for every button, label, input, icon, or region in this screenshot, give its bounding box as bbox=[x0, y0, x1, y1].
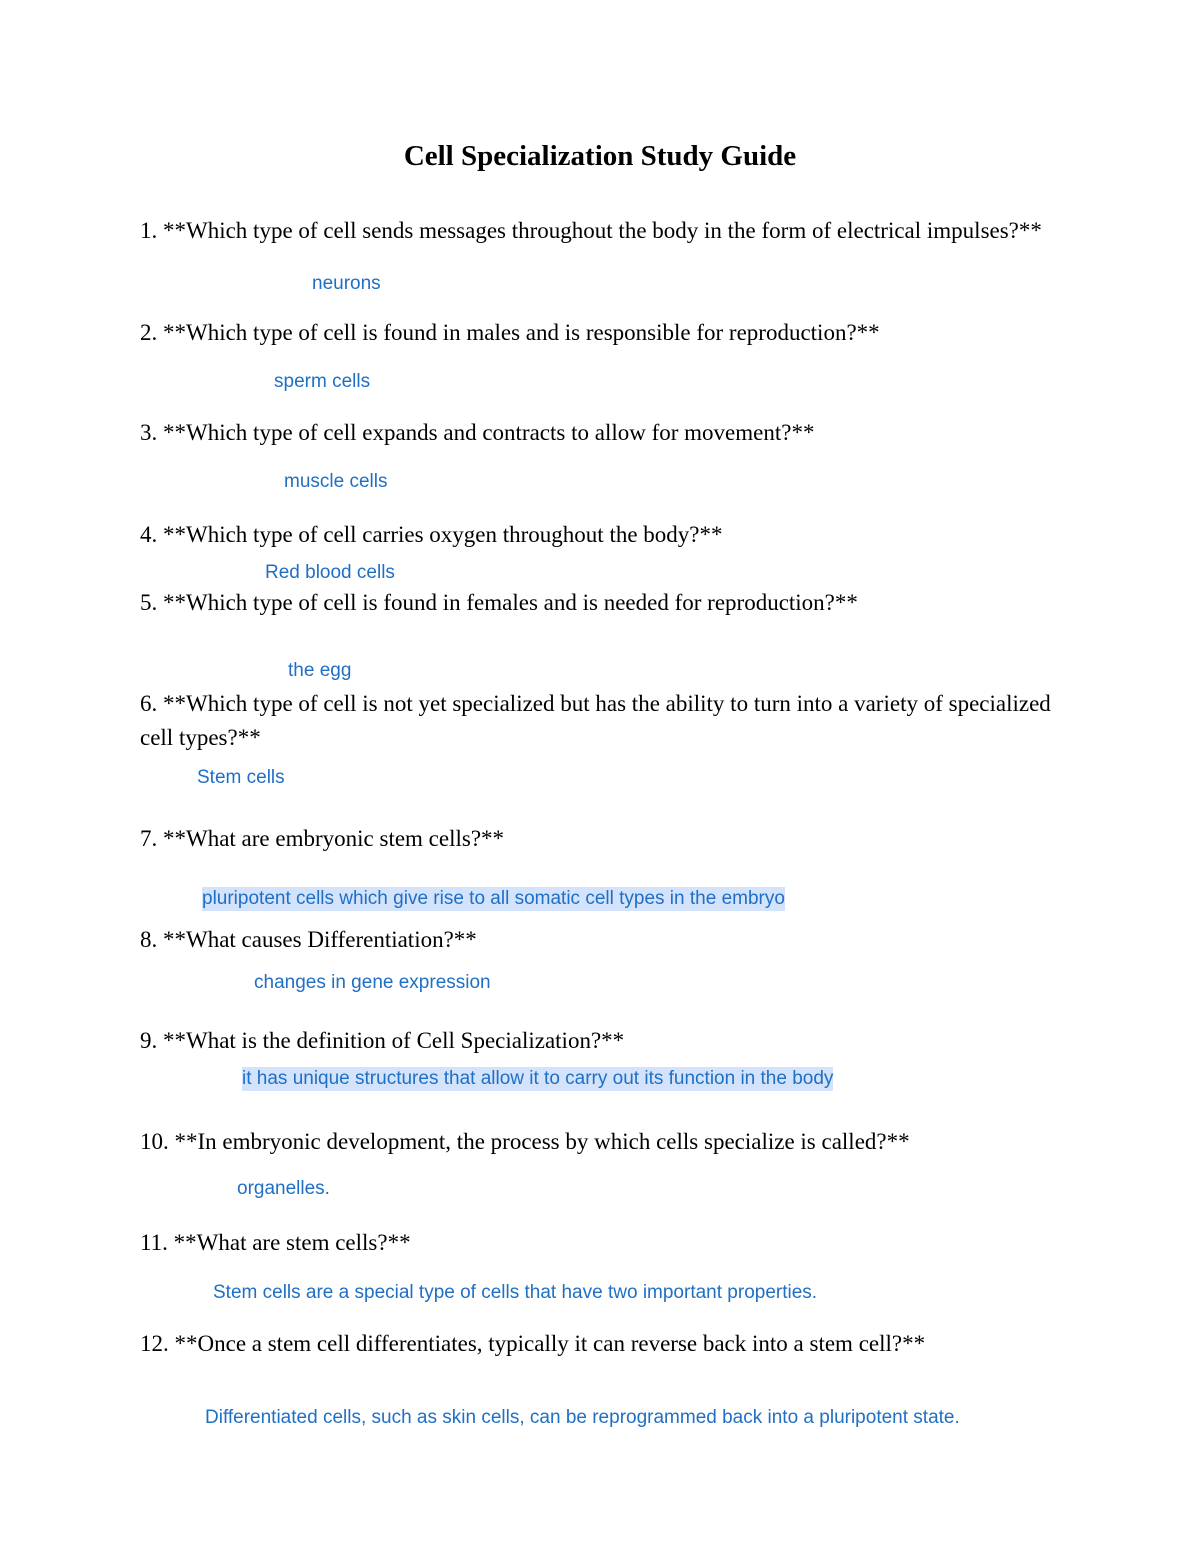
answer-10: organelles. bbox=[237, 1178, 330, 1199]
question-11: 11. **What are stem cells?** bbox=[140, 1230, 411, 1255]
answer-3: muscle cells bbox=[284, 471, 388, 492]
question-7: 7. **What are embryonic stem cells?** bbox=[140, 826, 505, 851]
answer-9: it has unique structures that allow it to carry out its function in the body bbox=[242, 1068, 834, 1089]
answer-4: Red blood cells bbox=[265, 562, 395, 583]
question-3: 3. **Which type of cell expands and contracts to allow for movement?** bbox=[140, 420, 815, 445]
question-8: 8. **What causes Differentiation?** bbox=[140, 927, 477, 952]
question-9: 9. **What is the definition of Cell Specialization?** bbox=[140, 1028, 625, 1053]
question-10: 10. **In embryonic development, the process by which cells specialize is called?** bbox=[140, 1129, 910, 1154]
answer-2: sperm cells bbox=[274, 371, 371, 392]
answer-12: Differentiated cells, such as skin cells, can be reprogrammed back into a pluripotent state. bbox=[205, 1407, 960, 1428]
answer-6: Stem cells bbox=[197, 767, 285, 788]
answer-1: neurons bbox=[312, 273, 381, 294]
answer-7: pluripotent cells which give rise to all somatic cell types in the embryo bbox=[202, 888, 785, 909]
answer-11: Stem cells are a special type of cells that have two important properties. bbox=[213, 1282, 818, 1303]
question-12: 12. **Once a stem cell differentiates, typically it can reverse back into a stem cell?** bbox=[140, 1331, 926, 1356]
question-1: 1. **Which type of cell sends messages throughout the body in the form of electrical impulses?** bbox=[140, 218, 1042, 243]
answer-8: changes in gene expression bbox=[254, 972, 491, 993]
question-2: 2. **Which type of cell is found in males and is responsible for reproduction?** bbox=[140, 320, 880, 345]
answer-5: the egg bbox=[288, 660, 352, 681]
page-title: Cell Specialization Study Guide bbox=[403, 140, 797, 172]
question-4: 4. **Which type of cell carries oxygen throughout the body?** bbox=[140, 522, 723, 547]
question-6: 6. **Which type of cell is not yet specialized but has the ability to turn into a variety of specialized cell types?** bbox=[140, 691, 1051, 750]
question-5: 5. **Which type of cell is found in females and is needed for reproduction?** bbox=[140, 590, 858, 615]
